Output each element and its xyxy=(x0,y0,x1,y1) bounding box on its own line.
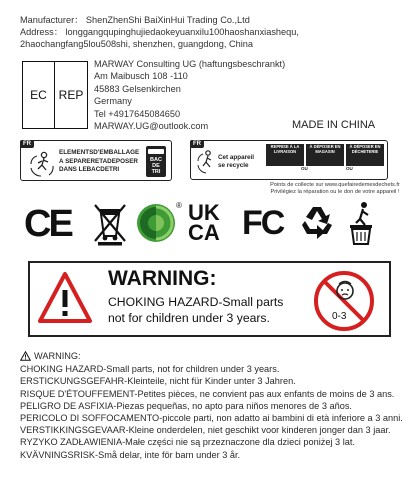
triman-footer-line: Points de collecte sur www.quefairedemesdechets.fr xyxy=(270,182,400,188)
collection-option-store: À DÉPOSER EN MAGASIN xyxy=(306,144,344,166)
warning-list-header xyxy=(20,350,416,362)
tidyman-icon xyxy=(346,201,376,245)
warning-line-pl: RYZYKO ZADŁAWIENIA-Małe części nie są przeznaczone dla dzieci poniżej 3 lat. xyxy=(20,437,355,448)
triman-left-line: A SEPARERETADEPOSER xyxy=(59,157,138,165)
sorting-bin-icon xyxy=(146,146,166,177)
weee-bin-icon xyxy=(92,200,128,246)
ukca-top: UK xyxy=(188,200,220,225)
collection-options xyxy=(266,144,384,166)
ukca-mark xyxy=(188,200,220,245)
triman-left-line: ELEMENTSD'EMBALLAGE xyxy=(59,149,140,156)
collection-option-dump: À DÉPOSER EN DÉCHETERIE xyxy=(346,144,384,166)
multilingual-warning-list xyxy=(20,350,416,461)
warning-line-es: PELIGRO DE ASFIXIA-Piezas pequeñas, no apto para niños menores de 3 años. xyxy=(20,400,352,411)
address-line-2: 2haochangfang5lou508shi, shenzhen, guangdong, China xyxy=(20,39,253,49)
triman-right-tag: FR xyxy=(190,140,204,148)
ec-rep-company: MARWAY Consulting UG (haftungsbeschrankt) xyxy=(94,59,286,69)
warning-line-de: ERSTICKUNGSGEFAHR-Kleinteile, nicht für Kinder unter 3 Jahren. xyxy=(20,376,296,387)
triman-left-line: DANS LEBACDETRI xyxy=(59,166,120,174)
ec-rep-email: MARWAY.UG@outlook.com xyxy=(94,121,209,132)
recycle-icon xyxy=(297,204,337,242)
triman-right-line: Cet appareil xyxy=(218,154,255,161)
or-label: OU xyxy=(346,166,353,171)
collection-option-delivery: REPRISE À LA LIVRAISON xyxy=(266,144,304,166)
ec-rep-right: REP xyxy=(58,88,84,102)
warning-list-title: WARNING: xyxy=(34,351,81,361)
triman-right-text xyxy=(218,154,254,170)
ec-rep-city: 45883 Gelsenkirchen xyxy=(94,83,181,94)
ec-rep-tel: Tel +4917645084650 xyxy=(94,108,181,119)
triman-footer xyxy=(250,182,418,196)
triman-appliance-label xyxy=(190,140,388,180)
warning-small-icon xyxy=(20,351,31,361)
triman-footer-line: Privilégiez la réparation ou le don de votre appareil ! xyxy=(270,189,400,195)
warning-triangle-icon xyxy=(37,271,93,325)
age-badge: 0-3 xyxy=(332,311,347,322)
ec-rep-left: EC xyxy=(23,62,55,128)
made-in-label: MADE IN CHINA xyxy=(292,119,376,131)
choking-warning-box xyxy=(28,261,391,337)
registered-mark: ® xyxy=(176,201,182,210)
sorting-bin-label: BAC DE TRI xyxy=(150,157,162,175)
warning-text xyxy=(108,294,283,326)
manufacturer-line: Manufacturer： ShenZhenShi BaiXinHui Trading Co.,Ltd xyxy=(20,15,250,25)
or-label: OU xyxy=(301,166,308,171)
triman-left-tag: FR xyxy=(20,140,34,148)
ec-rep-country: Germany xyxy=(94,96,132,107)
fcc-mark: FC xyxy=(242,204,284,242)
warning-line-it: PERICOLO DI SOFFOCAMENTO-piccole parti, non adatto ai bambini di età inferiore a 3 anni. xyxy=(20,413,403,424)
green-dot-icon xyxy=(136,203,176,243)
triman-person-icon xyxy=(195,149,217,175)
warning-line-en: CHOKING HAZARD-Small parts, not for children under 3 years. xyxy=(20,364,280,375)
age-restriction-icon xyxy=(313,270,375,332)
triman-right-line: se recycle xyxy=(218,162,249,169)
ce-mark: CE xyxy=(24,203,71,245)
ukca-bottom: CA xyxy=(188,220,220,245)
address-line-1: Address： longgangqupinghujiedaokeyuanxilu100haoshanxiashequ, xyxy=(20,27,299,37)
triman-packaging-label xyxy=(20,140,172,181)
warning-line-sv: KVÄVNINGSRISK-Små delar, inte för barn under 3 år. xyxy=(20,449,241,460)
warning-line-fr: RISQUE D'ÉTOUFFEMENT-Petites pièces, ne convient pas aux enfants de moins de 3 ans. xyxy=(20,388,395,399)
warning-title: WARNING: xyxy=(108,267,217,290)
ec-rep-symbol xyxy=(22,61,88,129)
ec-rep-street: Am Maibusch 108 -110 xyxy=(94,71,188,82)
triman-person-icon xyxy=(27,150,55,178)
manufacturer-block xyxy=(20,14,410,50)
warning-line-nl: VERSTIKKINGSGEVAAR-Kleine onderdelen, niet geschikt voor kinderen jonger dan 3 jaar. xyxy=(20,425,391,436)
warning-line-2: not for children under 3 years. xyxy=(108,311,270,325)
triman-left-text xyxy=(59,149,139,175)
warning-line-1: CHOKING HAZARD-Small parts xyxy=(108,295,284,309)
